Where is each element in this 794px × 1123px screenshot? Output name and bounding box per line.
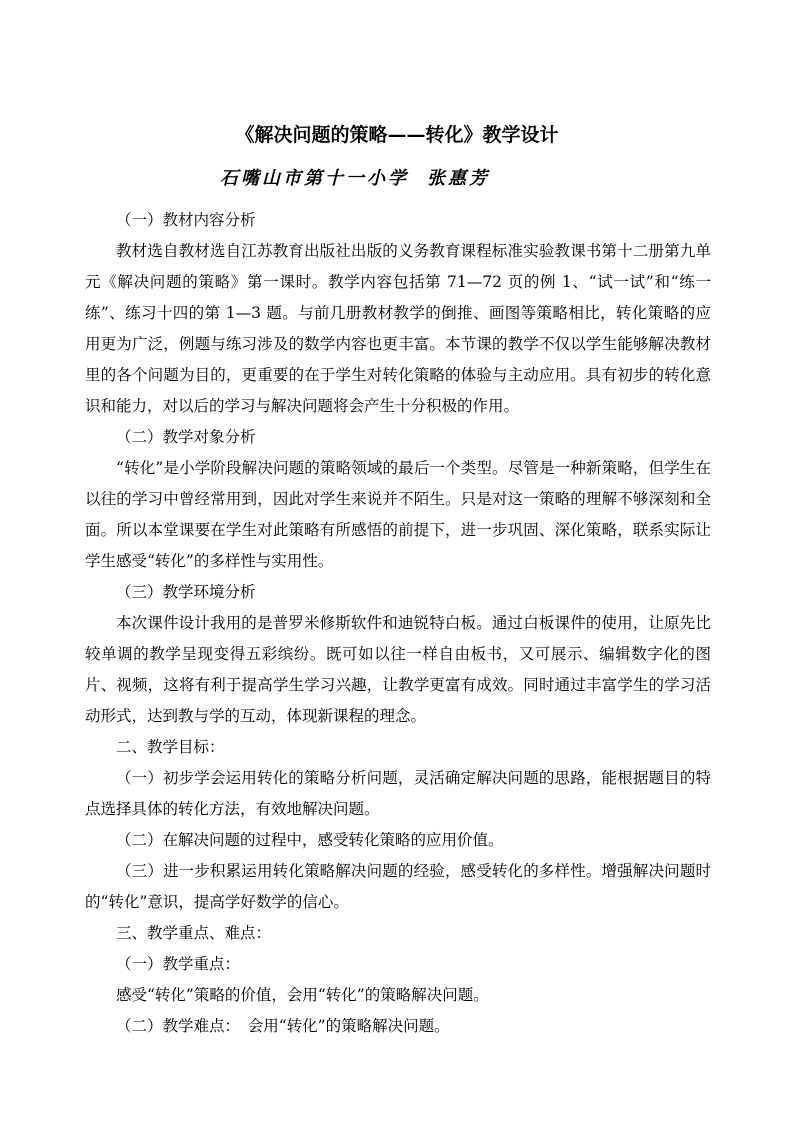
objective-item-1: （一）初步学会运用转化的策略分析问题，灵活确定解决问题的思路，能根据题目的特点选择具体的转化方法，有效地解决问题。: [85, 769, 711, 818]
subheading-key-point: （一）教学重点：: [116, 955, 241, 973]
difficult-point-text: （二）教学难点： 会用“转化”的策略解决问题。: [116, 1017, 450, 1035]
key-point-text: 感受“转化”策略的价值，会用“转化”的策略解决问题。: [116, 986, 489, 1004]
section-heading-key-points: 三、教学重点、难点：: [116, 924, 272, 942]
section-heading-learner-analysis: （二）教学对象分析: [116, 428, 256, 446]
paragraph-textbook-analysis: 教材选自教材选自江苏教育出版社出版的义务教育课程标准实验教课书第十二册第九单元《解决问题的策略》第一课时。教学内容包括第 71—72 页的例 1、“试一试”和“练一练”、练习十四的第 1—3 题。与前几册教材教学的倒推、画图等策略相比，转化策略的应用更为广泛，例题与练习涉及的数学内容也更丰富。本节课的教学不仅以学生能够解决教材里的各个问题为目的，更重要的在于学生对转化策略的体验与主动应用。具有初步的转化意识和能力，对以后的学习与解决问题将会产生十分积极的作用。: [85, 242, 711, 415]
document-byline: [220, 167, 490, 191]
school-name: 石嘴山市第十一小学: [220, 168, 409, 189]
section-heading-environment-analysis: （三）教学环境分析: [116, 583, 256, 601]
paragraph-environment-analysis: 本次课件设计我用的是普罗米修斯软件和迪锐特白板。通过白板课件的使用，让原先比较单调的教学呈现变得五彩缤纷。既可如以往一样自由板书，又可展示、编辑数字化的图片、视频，这将有利于提高学生学习兴趣，让教学更富有成效。同时通过丰富学生的学习活动形式，达到教与学的互动，体现新课程的理念。: [85, 614, 711, 725]
section-heading-textbook-analysis: （一）教材内容分析: [116, 211, 256, 229]
document-body: [85, 205, 711, 1042]
section-heading-teaching-objectives: 二、教学目标：: [116, 738, 225, 756]
author-name: 张惠芳: [427, 168, 490, 189]
objective-item-3: （三）进一步积累运用转化策略解决问题的经验，感受转化的多样性。增强解决问题时的“转化”意识，提高学好数学的信心。: [85, 862, 711, 911]
document-title: 《解决问题的策略——转化》教学设计: [235, 124, 559, 146]
objective-item-2: （二）在解决问题的过程中，感受转化策略的应用价值。: [116, 831, 504, 849]
paragraph-learner-analysis: “转化”是小学阶段解决问题的策略领域的最后一个类型。尽管是一种新策略，但学生在以往的学习中曾经常用到，因此对学生来说并不陌生。只是对这一策略的理解不够深刻和全面。所以本堂课要在学生对此策略有所感悟的前提下，进一步巩固、深化策略，联系实际让学生感受“转化”的多样性与实用性。: [85, 459, 711, 570]
